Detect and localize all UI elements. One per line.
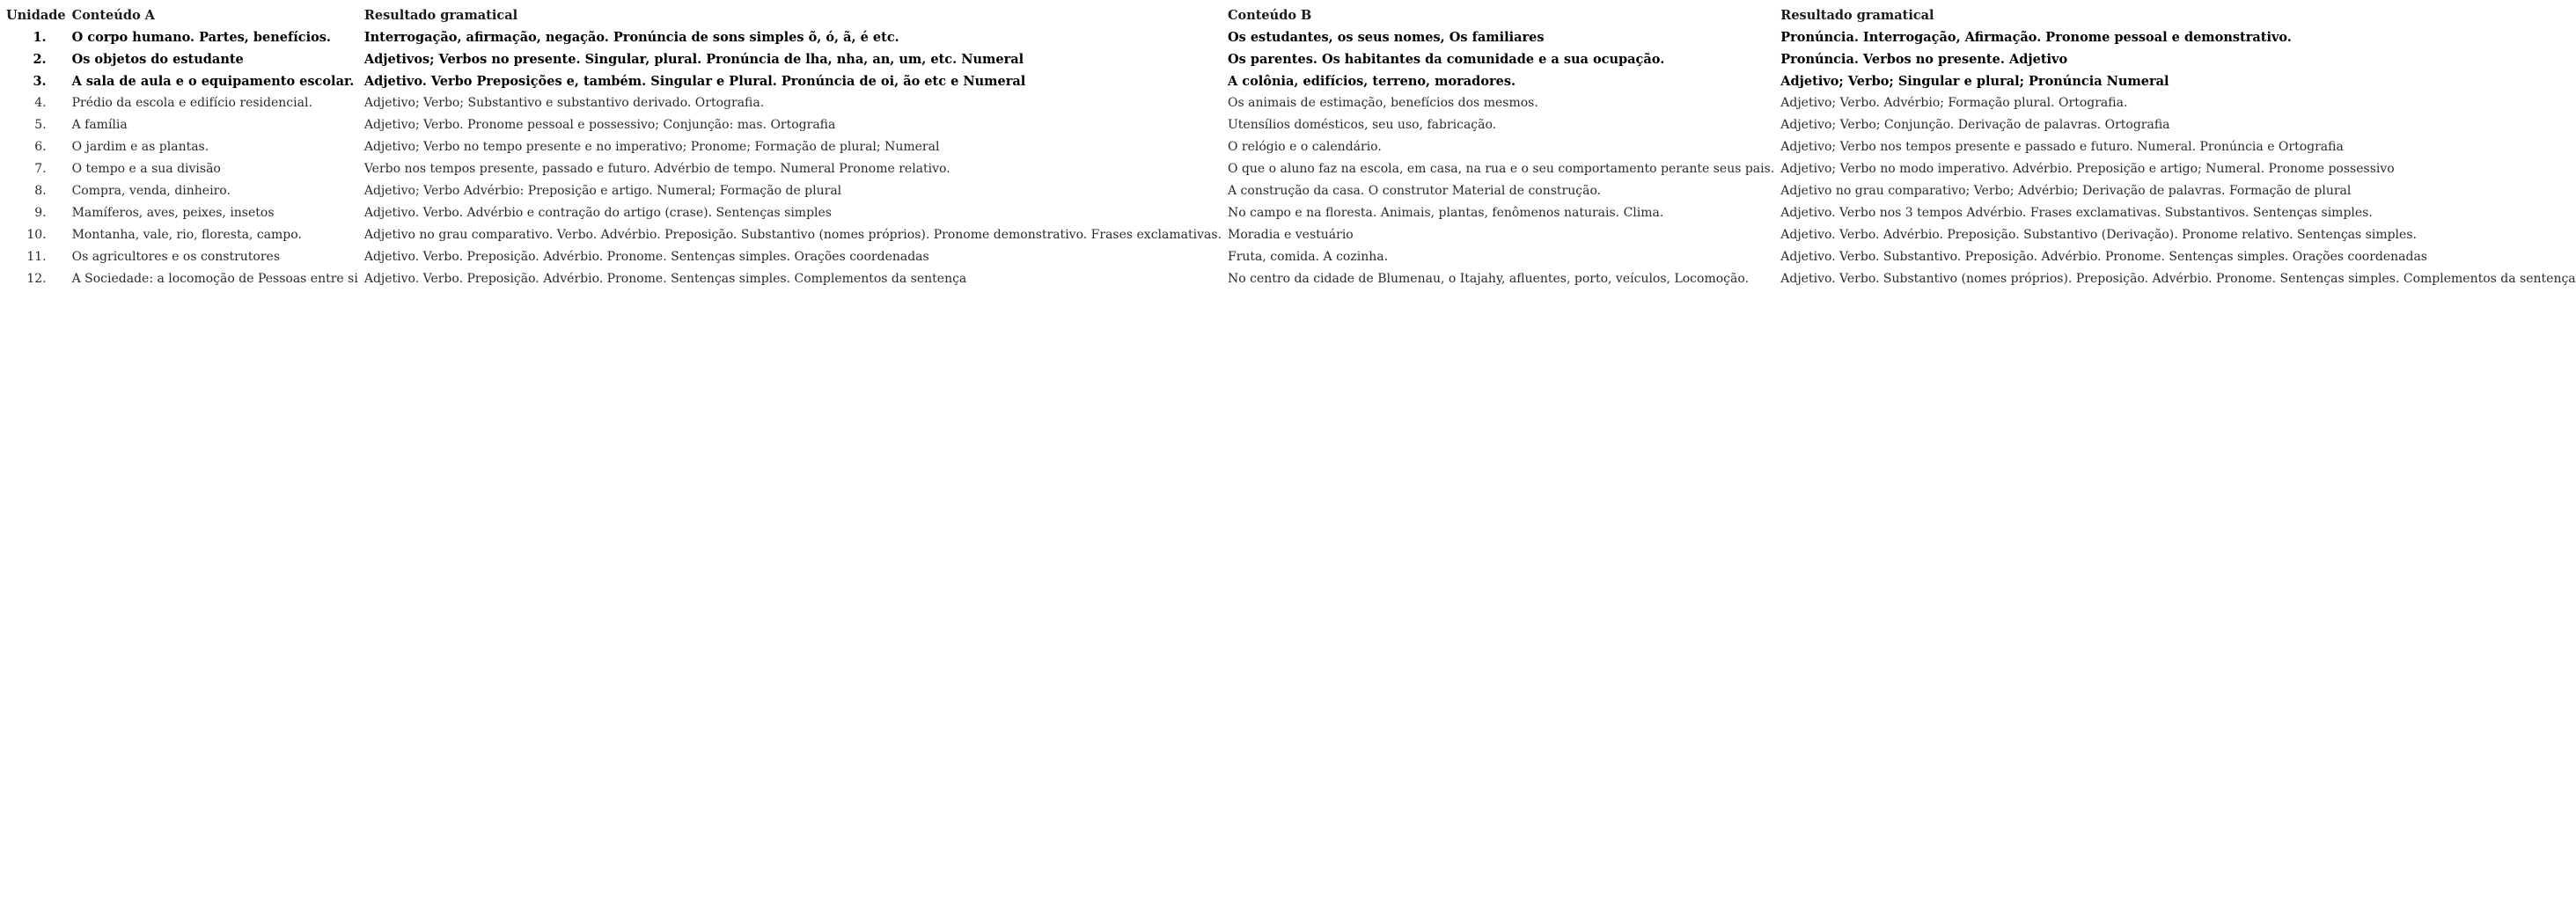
cell-resultado-b: Adjetivo; Verbo nos tempos presente e passado e futuro. Numeral. Pronúncia e Ortografia xyxy=(1780,140,2344,154)
cell-resultado-a: Interrogação, afirmação, negação. Pronúncia de sons simples õ, ó, ã, é etc. xyxy=(363,30,899,45)
table-row xyxy=(0,92,2576,114)
cell-resultado-a: Adjetivo no grau comparativo. Verbo. Advérbio. Preposição. Substantivo (nomes próprios). Pronome demonstrativo. Frases exclamativas. xyxy=(363,228,1222,242)
cell-unidade: 11. xyxy=(26,250,47,264)
cell-conteudo-b: Os animais de estimação, benefícios dos mesmos. xyxy=(1227,96,1538,110)
cell-resultado-b: Adjetivo no grau comparativo; Verbo; Advérbio; Derivação de palavras. Formação de plural xyxy=(1780,184,2352,198)
cell-resultado-b: Adjetivo. Verbo. Substantivo (nomes próprios). Preposição. Advérbio. Pronome. Sentenças simples. Complementos da sentença xyxy=(1780,272,2576,286)
cell-resultado-a: Adjetivo. Verbo Preposições e, também. Singular e Plural. Pronúncia de oi, ão etc e Numeral xyxy=(363,74,1026,89)
cell-conteudo-a: Os objetos do estudante xyxy=(71,52,244,67)
table-row xyxy=(0,268,2576,290)
cell-conteudo-a: Montanha, vale, rio, floresta, campo. xyxy=(71,228,302,242)
table-row xyxy=(0,224,2576,246)
cell-conteudo-a: O tempo e a sua divisão xyxy=(71,162,221,176)
cell-resultado-a: Adjetivo; Verbo. Pronome pessoal e possessivo; Conjunção: mas. Ortografia xyxy=(363,118,836,132)
cell-conteudo-b: Utensílios domésticos, seu uso, fabricação. xyxy=(1227,118,1497,132)
cell-unidade: 8. xyxy=(34,184,47,198)
cell-conteudo-a: A família xyxy=(71,118,128,132)
table-row xyxy=(0,202,2576,224)
cell-unidade: 10. xyxy=(26,228,47,242)
cell-conteudo-a: O corpo humano. Partes, benefícios. xyxy=(71,30,331,45)
cell-resultado-b: Adjetivo. Verbo. Substantivo. Preposição. Advérbio. Pronome. Sentenças simples. Orações coordenadas xyxy=(1780,250,2427,264)
header-resultado-a: Resultado gramatical xyxy=(363,8,518,23)
cell-conteudo-b: Moradia e vestuário xyxy=(1227,228,1354,242)
cell-conteudo-b: O que o aluno faz na escola, em casa, na rua e o seu comportamento perante seus pais. xyxy=(1227,162,1775,176)
cell-conteudo-a: A Sociedade: a locomoção de Pessoas entre si xyxy=(71,272,358,286)
cell-conteudo-b: A colônia, edifícios, terreno, moradores. xyxy=(1227,74,1516,89)
cell-resultado-b: Adjetivo; Verbo no modo imperativo. Advérbio. Preposição e artigo; Numeral. Pronome possessivo xyxy=(1780,162,2395,176)
header-conteudo-b: Conteúdo B xyxy=(1227,8,1312,23)
cell-resultado-a: Adjetivo; Verbo no tempo presente e no imperativo; Pronome; Formação de plural; Numeral xyxy=(363,140,940,154)
cell-conteudo-b: No campo e na floresta. Animais, plantas, fenômenos naturais. Clima. xyxy=(1227,206,1664,220)
table-row xyxy=(0,48,2576,70)
table-row xyxy=(0,114,2576,136)
table-row xyxy=(0,136,2576,158)
cell-conteudo-a: Os agricultores e os construtores xyxy=(71,250,281,264)
table-body xyxy=(0,26,2576,290)
cell-resultado-a: Adjetivo. Verbo. Preposição. Advérbio. Pronome. Sentenças simples. Complementos da sentença xyxy=(363,272,967,286)
cell-conteudo-b: No centro da cidade de Blumenau, o Itajahy, afluentes, porto, veículos, Locomoção. xyxy=(1227,272,1749,286)
cell-conteudo-b: Os estudantes, os seus nomes, Os familiares xyxy=(1227,30,1545,45)
cell-unidade: 9. xyxy=(34,206,47,220)
cell-resultado-a: Adjetivo; Verbo Advérbio: Preposição e artigo. Numeral; Formação de plural xyxy=(363,184,842,198)
cell-conteudo-a: Compra, venda, dinheiro. xyxy=(71,184,231,198)
table-row xyxy=(0,246,2576,268)
cell-conteudo-a: O jardim e as plantas. xyxy=(71,140,209,154)
cell-conteudo-b: Fruta, comida. A cozinha. xyxy=(1227,250,1389,264)
table-row xyxy=(0,180,2576,202)
cell-conteudo-a: A sala de aula e o equipamento escolar. xyxy=(71,74,355,89)
cell-conteudo-b: Os parentes. Os habitantes da comunidade e a sua ocupação. xyxy=(1227,52,1665,67)
header-row xyxy=(0,4,2576,26)
cell-resultado-b: Pronúncia. Interrogação, Afirmação. Pronome pessoal e demonstrativo. xyxy=(1780,30,2292,45)
table-row xyxy=(0,70,2576,92)
table-row xyxy=(0,158,2576,180)
cell-resultado-a: Adjetivos; Verbos no presente. Singular, plural. Pronúncia de lha, nha, an, um, etc. Numeral xyxy=(363,52,1024,67)
cell-resultado-b: Adjetivo; Verbo. Advérbio; Formação plural. Ortografia. xyxy=(1780,96,2128,110)
header-conteudo-a: Conteúdo A xyxy=(71,8,155,23)
header-unidade: Unidade xyxy=(6,8,66,23)
cell-unidade: 3. xyxy=(33,74,47,89)
cell-unidade: 7. xyxy=(34,162,47,176)
cell-resultado-a: Adjetivo. Verbo. Advérbio e contração do artigo (crase). Sentenças simples xyxy=(363,206,832,220)
cell-unidade: 6. xyxy=(34,140,47,154)
cell-unidade: 12. xyxy=(26,272,47,286)
cell-conteudo-a: Mamíferos, aves, peixes, insetos xyxy=(71,206,275,220)
cell-resultado-b: Adjetivo; Verbo; Singular e plural; Pronúncia Numeral xyxy=(1780,74,2169,89)
cell-conteudo-a: Prédio da escola e edifício residencial. xyxy=(71,96,312,110)
table-row xyxy=(0,26,2576,48)
cell-resultado-a: Adjetivo; Verbo; Substantivo e substantivo derivado. Ortografia. xyxy=(363,96,765,110)
cell-unidade: 4. xyxy=(34,96,47,110)
cell-unidade: 2. xyxy=(33,52,47,67)
cell-resultado-a: Verbo nos tempos presente, passado e futuro. Advérbio de tempo. Numeral Pronome relativo. xyxy=(363,162,950,176)
cell-resultado-a: Adjetivo. Verbo. Preposição. Advérbio. Pronome. Sentenças simples. Orações coordenadas xyxy=(363,250,929,264)
curriculum-table xyxy=(0,4,2576,290)
cell-unidade: 5. xyxy=(34,118,47,132)
cell-resultado-b: Adjetivo. Verbo nos 3 tempos Advérbio. Frases exclamativas. Substantivos. Sentenças simples. xyxy=(1780,206,2373,220)
cell-conteudo-b: A construção da casa. O construtor Material de construção. xyxy=(1227,184,1602,198)
cell-resultado-b: Adjetivo. Verbo. Advérbio. Preposição. Substantivo (Derivação). Pronome relativo. Sentenças simples. xyxy=(1780,228,2417,242)
cell-conteudo-b: O relógio e o calendário. xyxy=(1227,140,1382,154)
cell-resultado-b: Pronúncia. Verbos no presente. Adjetivo xyxy=(1780,52,2068,67)
cell-resultado-b: Adjetivo; Verbo; Conjunção. Derivação de palavras. Ortografia xyxy=(1780,118,2170,132)
cell-unidade: 1. xyxy=(33,30,47,45)
header-resultado-b: Resultado gramatical xyxy=(1780,8,1934,23)
